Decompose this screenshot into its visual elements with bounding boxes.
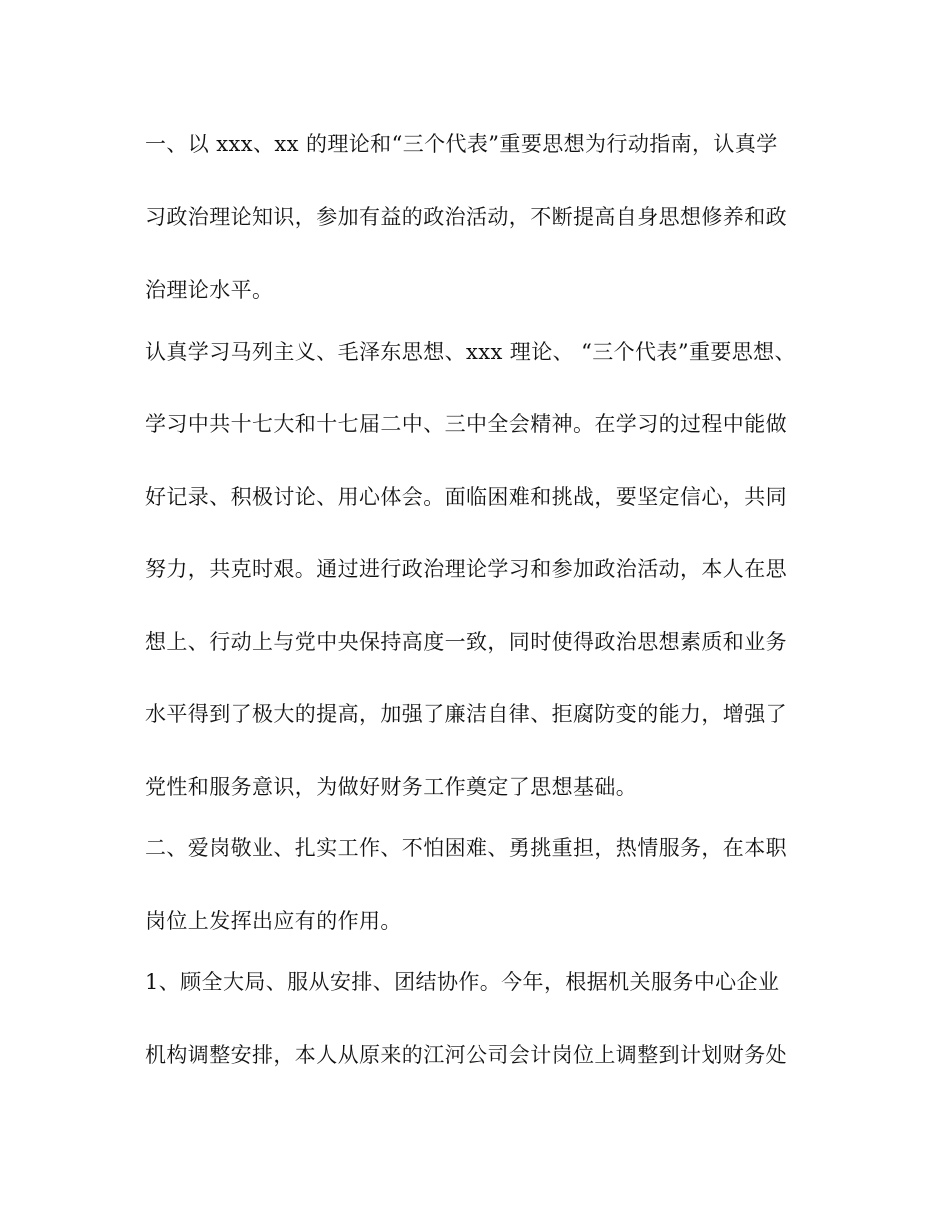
- text-line: 想上、行动上与党中央保持高度一致，同时使得政治思想素质和业务: [145, 630, 787, 654]
- text-line: 努力，共克时艰。通过进行政治理论学习和参加政治活动，本人在思: [145, 557, 787, 581]
- text-line: 学习中共十七大和十七届二中、三中全会精神。在学习的过程中能做: [145, 412, 787, 436]
- text-line: 治理论水平。: [145, 278, 274, 302]
- text-line: 认真学习马列主义、毛泽东思想、xxx 理论、 “三个代表”重要思想、: [145, 340, 796, 364]
- text-line: 机构调整安排，本人从原来的江河公司会计岗位上调整到计划财务处: [145, 1043, 787, 1067]
- text-line: 党性和服务意识，为做好财务工作奠定了思想基础。: [145, 775, 638, 799]
- text-line: 岗位上发挥出应有的作用。: [145, 909, 402, 933]
- text-line: 一、以 xxx、xx 的理论和“三个代表”重要思想为行动指南，认真学: [145, 132, 778, 156]
- text-line: 好记录、积极讨论、用心体会。面临困难和挑战，要坚定信心，共同: [145, 485, 787, 509]
- text-line: 习政治理论知识，参加有益的政治活动，不断提高自身思想修养和政: [145, 205, 787, 229]
- text-line: 1、顾全大局、服从安排、团结协作。今年，根据机关服务中心企业: [145, 970, 780, 994]
- text-line: 水平得到了极大的提高，加强了廉洁自律、拒腐防变的能力，增强了: [145, 702, 787, 726]
- text-line: 二、爱岗敬业、扎实工作、不怕困难、勇挑重担，热情服务，在本职: [145, 836, 787, 860]
